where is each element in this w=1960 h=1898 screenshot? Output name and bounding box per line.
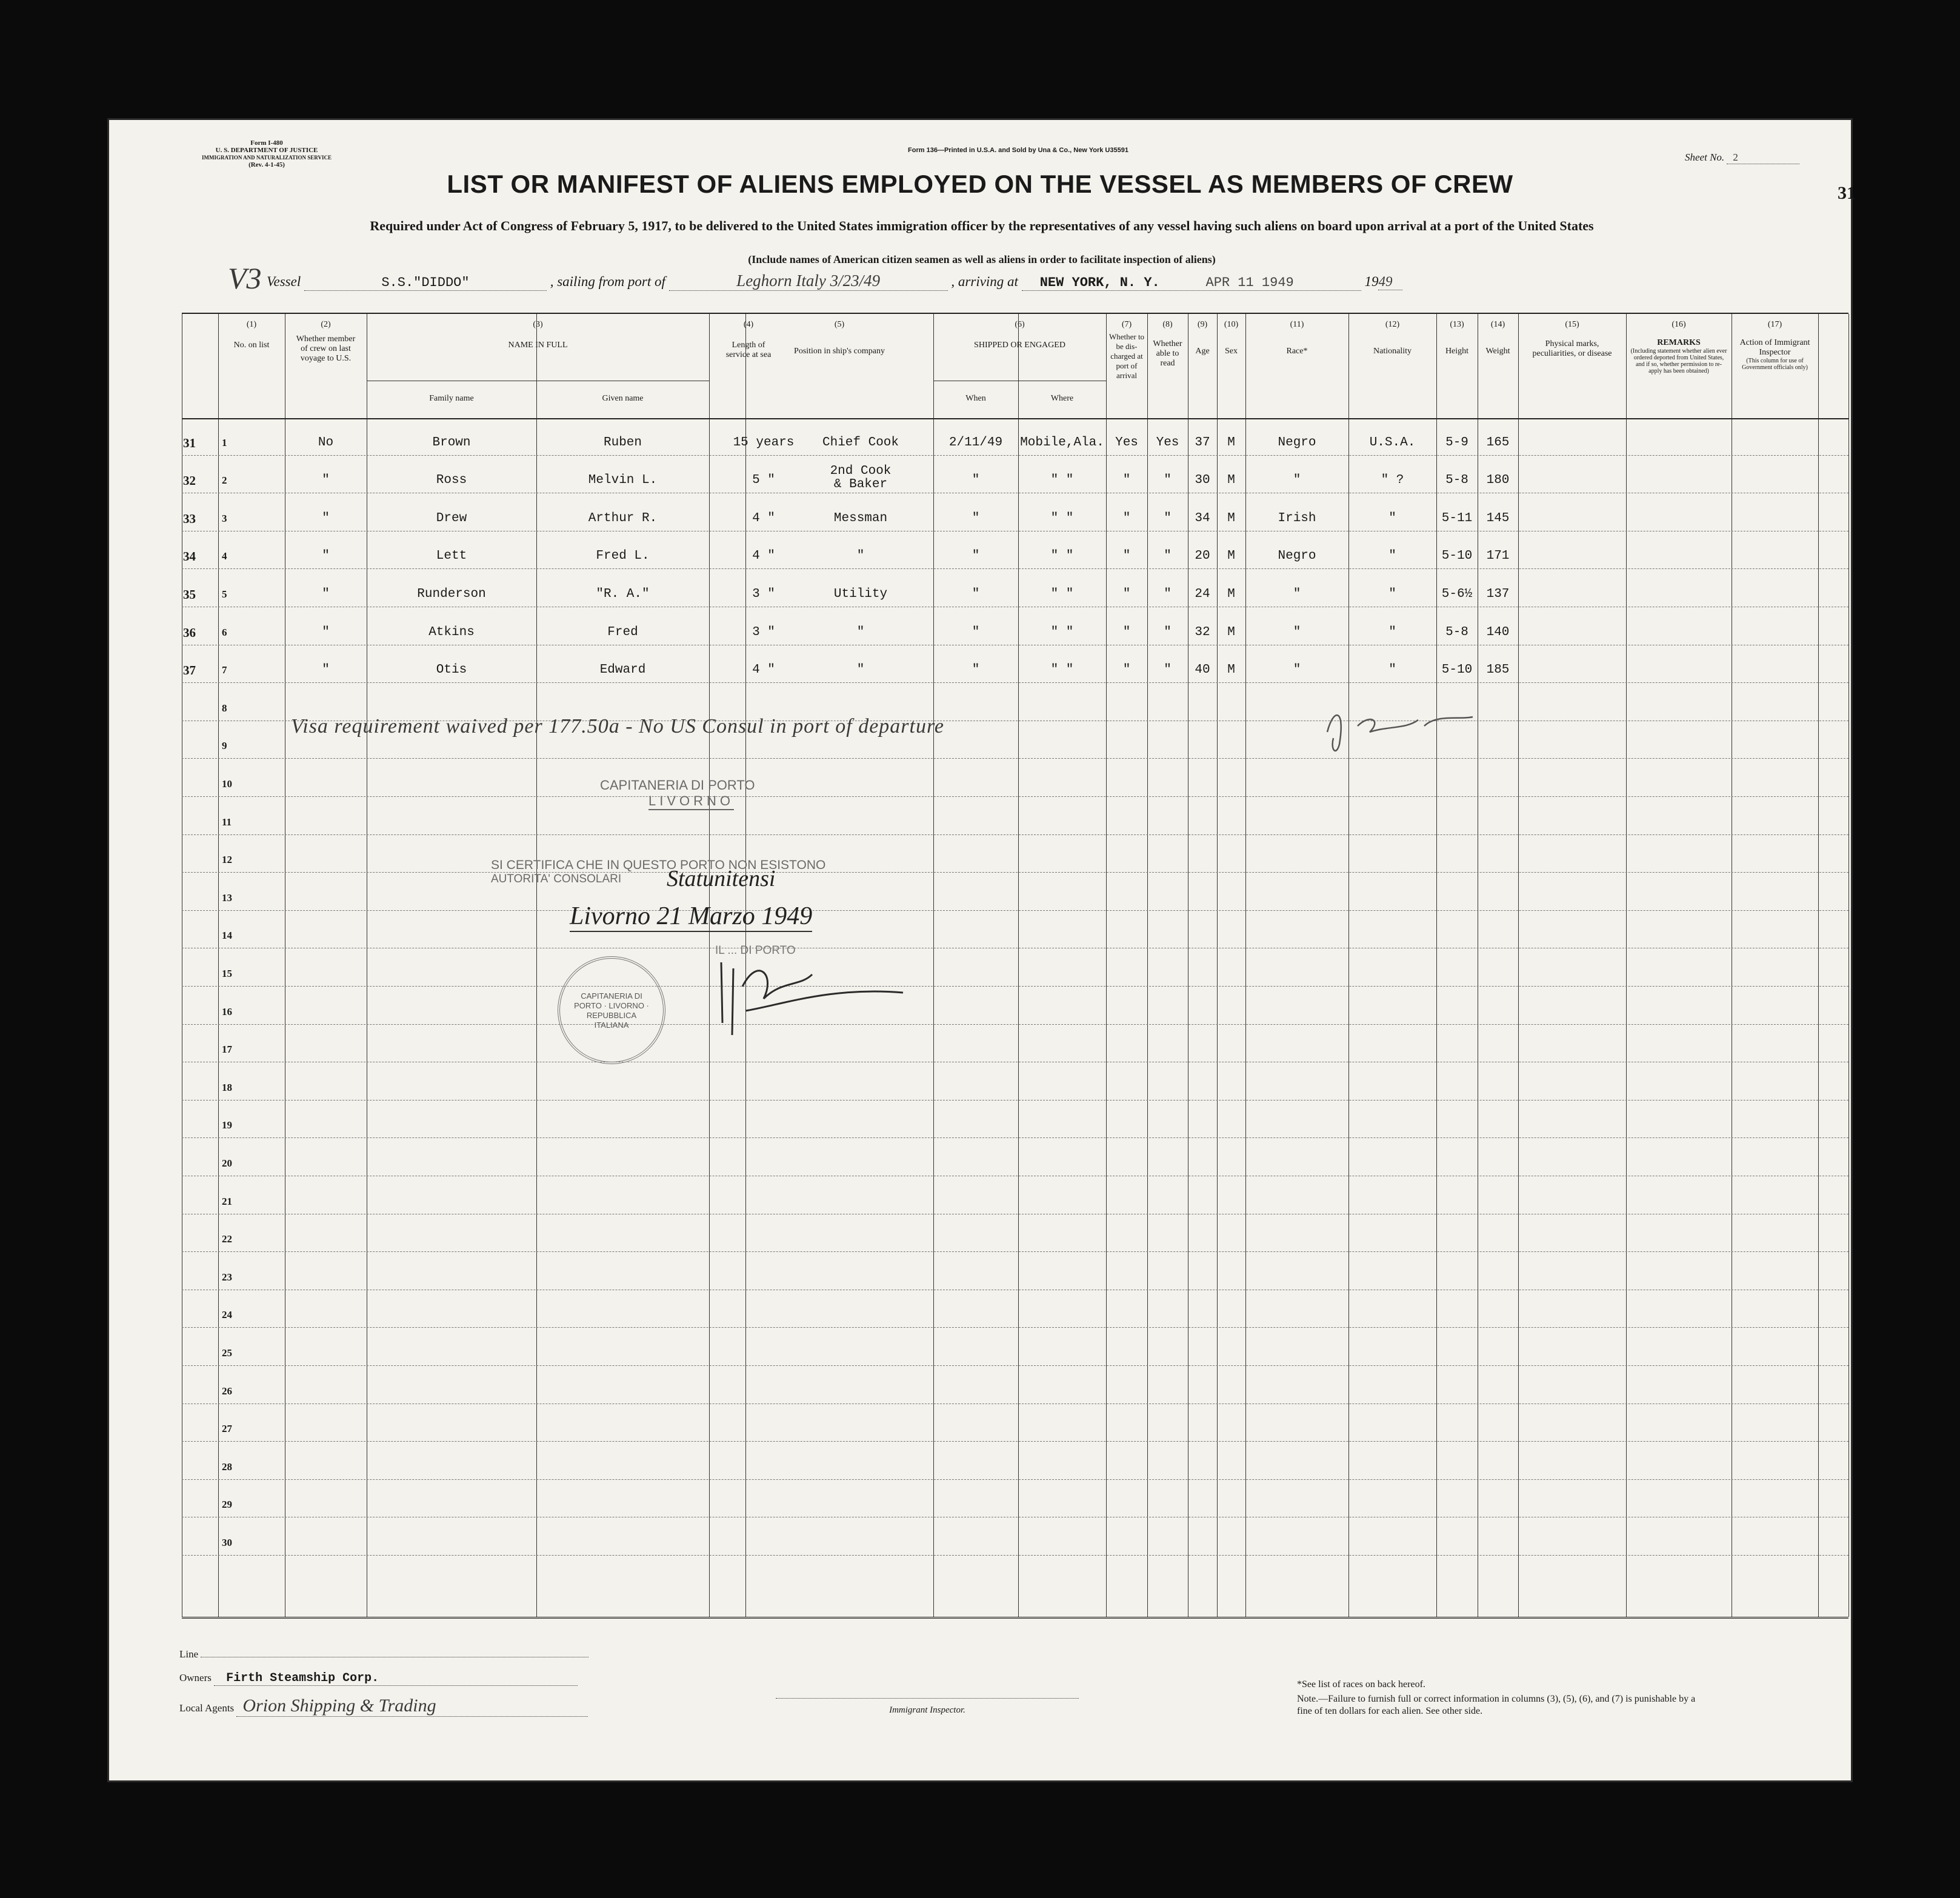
crew-race: Negro [1278,435,1316,450]
sailing-port-field [669,271,948,291]
crew-list-number: 31 [183,435,196,450]
crew-age: 32 [1195,625,1210,639]
crew-nationality: U.S.A. [1369,435,1416,450]
column-number: (10) [1224,320,1239,329]
column-label: Position in ship's company [794,347,885,356]
row-number: 17 [222,1044,232,1056]
crew-weight: 145 [1486,511,1510,525]
crew-table [182,313,1848,1619]
crew-position: Utility [833,587,888,601]
inspector-label: Immigrant Inspector. [889,1705,965,1715]
crew-when: " [972,625,980,639]
crew-read: " [1164,473,1172,488]
sheet-number [1685,152,1799,164]
column-header-read [1147,320,1188,368]
owners-label: Owners [179,1672,212,1683]
line-label: Line [179,1648,199,1660]
crew-discharged: " [1122,473,1131,488]
manifest-sheet [109,120,1856,1780]
row-number: 10 [222,778,232,790]
table-row-line [182,1479,1848,1480]
column-header-1 [218,320,285,350]
crew-list-number: 34 [183,549,196,564]
crew-read: " [1164,587,1172,601]
table-row-line [182,1365,1848,1366]
crew-family: Lett [436,549,467,564]
crew-when: " [972,473,980,488]
sailing-port-value: Leghorn Italy 3/23/49 [736,271,881,290]
crew-family: Brown [432,435,471,450]
crew-where: " " [1050,511,1074,525]
crew-sex: M [1227,435,1235,450]
crew-nationality: " [1388,625,1396,639]
crew-position: Messman [833,511,888,525]
inspector-signature-row [776,1690,1079,1716]
sheet-number-label: Sheet No. [1685,152,1725,163]
initials-stroke [1327,715,1473,751]
seal-text: CAPITANERIA DI PORTO · LIVORNO · REPUBBLICA ITALIANA [574,991,649,1030]
vessel-label: Vessel [267,274,301,289]
footer-agents-row [179,1696,588,1717]
crew-age: 34 [1195,511,1210,525]
year-value: 49 [1378,274,1402,290]
column-note: (This column for use of Government officials only) [1742,358,1808,371]
local-agents-value: Orion Shipping & Trading [242,1696,436,1716]
table-row-line [182,1024,1848,1025]
local-agents-label: Local Agents [179,1702,235,1714]
table-row-line [182,1100,1848,1101]
official-signature [709,950,915,1041]
column-number: (6) [1015,320,1025,329]
table-row-line [182,455,1848,456]
crew-position: " [856,663,865,678]
table-row-line [182,758,1848,759]
crew-family: Runderson [417,587,486,601]
vessel-name-field [304,274,547,291]
crew-when: " [972,549,980,564]
crew-nationality: " [1388,587,1396,601]
crew-discharged: Yes [1115,435,1138,450]
row-number: 15 [222,968,232,979]
arriving-port-value: NEW YORK, N. Y. [1039,275,1160,290]
row-number: 29 [222,1499,232,1511]
crew-height: 5-9 [1445,435,1468,450]
crew-given: Fred [607,625,638,639]
crew-list-number: 33 [183,511,196,526]
row-number: 23 [222,1271,232,1283]
crew-race: " [1293,663,1301,678]
department-block [188,139,345,168]
row-number: 12 [222,854,232,866]
crew-family: Atkins [428,625,475,639]
crew-weight: 165 [1486,435,1510,450]
page-number: 31 [1838,183,1856,203]
table-row-line [182,834,1848,835]
column-number: (14) [1490,320,1505,329]
row-number: 13 [222,891,232,904]
crew-weight: 140 [1486,625,1510,639]
crew-family: Otis [436,663,467,678]
crew-discharged: " [1122,587,1131,601]
arrival-date-stamp: APR 11 1949 [1205,275,1294,290]
column-header-shipped [933,320,1106,350]
column-label: NAME IN FULL [508,341,568,350]
family-name-header: Family name [429,394,474,403]
column-number: (9) [1197,320,1208,329]
owners-value: Firth Steamship Corp. [226,1671,379,1685]
crew-position: " [856,625,865,639]
stamp-line-7: IL ... DI PORTO [715,944,796,957]
column-header-physical [1518,320,1626,359]
column-number: (2) [321,320,331,329]
column-label: Weight [1485,347,1510,356]
owners-field [214,1671,578,1686]
crew-given: Ruben [603,435,642,450]
crew-age: 30 [1195,473,1210,488]
vessel-name: S.S."DIDDO" [381,275,470,290]
column-number: (15) [1565,320,1579,329]
given-name-header: Given name [602,394,644,403]
stamp-line-2: LIVORNO [648,793,734,810]
column-number: (4) [743,320,754,329]
row-number: 22 [222,1233,232,1245]
crew-read: " [1164,549,1172,564]
footer-owners-row [179,1671,578,1686]
row-number: 28 [222,1460,232,1473]
crew-discharged: " [1122,549,1131,564]
crew-service: 4 " [752,511,775,525]
crew-sex: M [1227,511,1235,525]
column-label: SHIPPED OR ENGAGED [974,341,1065,350]
table-row-line [182,872,1848,873]
column-header-height [1436,320,1478,356]
column-label: Length of service at sea [725,341,772,359]
column-label: Physical marks, peculiarities, or disease [1532,339,1612,358]
crew-position: 2nd Cook & Baker [830,464,892,492]
crew-sex: M [1227,663,1235,678]
table-row-line [182,1441,1848,1442]
certification-stamp [491,858,825,886]
column-label: Nationality [1373,347,1412,356]
shipped-when-header: When [965,394,986,403]
column-note: (Including statement whether alien ever ordered deported from United States, and if so, whether permission to re-apply has been obtained) [1630,348,1727,375]
column-number: (11) [1290,320,1304,329]
column-label: Sex [1225,347,1238,356]
column-number: (13) [1450,320,1464,329]
note-text: Failure to furnish full or correct information in columns (3), (5), (6), and (7) is punishable by a fine of ten dollars for each alien. See other side. [1297,1694,1696,1716]
visa-waiver-note: Visa requirement waived per 177.50a - No US Consul in port of departure [291,715,945,738]
crew-given: Melvin L. [588,473,658,488]
column-header-discharged [1106,320,1147,381]
row-number: 21 [222,1195,232,1207]
crew-height: 5-8 [1445,625,1468,639]
crew-race: Irish [1278,511,1316,525]
table-row-line [182,1137,1848,1138]
crew-nationality: " ? [1381,473,1404,488]
crew-service: 15 years [733,435,795,450]
crew-race: " [1293,587,1301,601]
crew-where: " " [1050,473,1074,488]
stamp-line-3: SI CERTIFICA CHE IN QUESTO PORTO NON ESISTONO [491,858,826,872]
crew-nationality: " [1388,663,1396,678]
crew-read: " [1164,663,1172,678]
inspector-signature-field [776,1694,1079,1699]
column-number: (3) [533,320,543,329]
crew-where: " " [1050,549,1074,564]
column-label: Whether member of crew on last voyage to U.S. [296,335,356,363]
column-label: Height [1445,347,1469,356]
service-name: IMMIGRATION AND NATURALIZATION SERVICE [202,155,332,161]
column-number: (12) [1385,320,1400,329]
crew-race: " [1293,625,1301,639]
crew-last-voyage: " [322,625,330,639]
stamp-line-1: CAPITANERIA DI PORTO [600,778,755,793]
vessel-mark: V3 [228,261,262,295]
arriving-port-field [1022,274,1361,291]
crew-height: 5-11 [1441,511,1473,525]
column-header-weight [1478,320,1518,356]
crew-list-number: 36 [183,625,196,640]
row-number: 9 [222,740,227,752]
row-number: 14 [222,930,232,942]
row-number: 5 [222,588,227,600]
row-number: 2 [222,474,227,487]
crew-nationality: " [1388,511,1396,525]
table-row-line [182,910,1848,911]
crew-height: 5-6½ [1441,587,1473,601]
crew-sex: M [1227,625,1235,639]
crew-where: Mobile,Ala. [1020,435,1104,450]
crew-last-voyage: " [322,663,330,678]
row-number: 6 [222,626,227,638]
crew-age: 20 [1195,549,1210,564]
crew-where: " " [1050,663,1074,678]
crew-when: " [972,663,980,678]
crew-when: " [972,587,980,601]
races-note: *See list of races on back hereof. [1297,1679,1425,1690]
crew-height: 5-8 [1445,473,1468,488]
crew-discharged: " [1122,625,1131,639]
note-label: Note.— [1297,1694,1328,1704]
table-row-line [182,568,1848,569]
page-subtitle: Required under Act of Congress of February 5, 1917, to be delivered to the United States immigration officer by the representatives of any vessel having such aliens on board upon arrival at a port of the United States [370,218,1594,233]
crew-weight: 185 [1486,663,1510,678]
crew-sex: M [1227,587,1235,601]
department-name: U. S. DEPARTMENT OF JUSTICE [215,147,318,154]
column-label: No. on list [233,341,270,350]
row-number: 18 [222,1081,232,1093]
crew-service: 3 " [752,587,775,601]
crew-service: 5 " [752,473,775,488]
crew-list-number: 32 [183,473,196,488]
column-number: (17) [1767,320,1782,329]
printer-line: Form 136—Printed in U.S.A. and Sold by Una & Co., New York U35591 [908,147,1128,154]
stamp-line-5: Statunitensi [667,866,776,891]
local-agents-field [236,1696,588,1717]
page-subtitle-note: (Include names of American citizen seamen as well as aliens in order to facilitate inspection of aliens) [748,253,1216,265]
table-row-line [182,796,1848,797]
year-prefix: 19 [1364,274,1379,289]
row-number: 25 [222,1347,232,1359]
crew-service: 3 " [752,625,775,639]
column-header-nationality [1348,320,1436,356]
crew-discharged: " [1122,511,1131,525]
crew-position: Chief Cook [822,435,899,450]
footer-line-row [179,1648,588,1660]
table-row-line [182,986,1848,987]
form-number: Form I-480 [250,139,283,147]
column-label: Action of Immigrant Inspector [1739,338,1810,357]
column-header-race [1245,320,1348,356]
crew-weight: 171 [1486,549,1510,564]
crew-weight: 180 [1486,473,1510,488]
row-number: 19 [222,1119,232,1131]
row-number: 4 [222,550,227,562]
column-label: Race* [1286,347,1308,356]
table-row-line [182,1555,1848,1556]
column-header-remarks [1626,320,1732,375]
sailing-label: , sailing from port of [550,274,665,289]
crew-service: 4 " [752,549,775,564]
penalty-note [1297,1693,1697,1717]
vessel-line [267,271,1402,291]
column-header-sex [1217,320,1245,356]
table-row-line [182,1251,1848,1252]
row-number: 1 [222,436,227,448]
crew-position: " [856,549,865,564]
column-number: (5) [834,320,845,329]
crew-height: 5-10 [1441,549,1473,564]
crew-given: Fred L. [596,549,650,564]
inspector-initials [1321,702,1479,756]
row-number: 26 [222,1385,232,1397]
row-number: 20 [222,1157,232,1169]
crew-race: " [1293,473,1301,488]
form-revision: (Rev. 4-1-45) [248,161,285,168]
column-label: REMARKS [1657,338,1701,347]
column-header-length-of-service [709,320,788,360]
row-number: 8 [222,702,227,714]
crew-given: "R. A." [596,587,650,601]
stamp-line-4: AUTORITA' CONSOLARI [491,873,622,885]
arriving-label: , arriving at [951,274,1018,289]
crew-given: Edward [599,663,646,678]
crew-height: 5-10 [1441,663,1473,678]
crew-age: 24 [1195,587,1210,601]
row-number: 3 [222,512,227,524]
table-row-line [182,682,1848,683]
sheet-number-value: 2 [1727,152,1799,164]
crew-family: Ross [436,473,467,488]
crew-last-voyage: " [322,587,330,601]
crew-where: " " [1050,625,1074,639]
crew-last-voyage: " [322,473,330,488]
row-number: 27 [222,1423,232,1435]
crew-service: 4 " [752,663,775,678]
crew-list-number: 35 [183,587,196,602]
crew-discharged: " [1122,663,1131,678]
row-number: 7 [222,664,227,676]
crew-race: Negro [1278,549,1316,564]
table-row-line [182,1327,1848,1328]
page-title: LIST OR MANIFEST OF ALIENS EMPLOYED ON THE VESSEL AS MEMBERS OF CREW [447,170,1513,198]
column-number: (8) [1162,320,1173,329]
stamp-line-6: Livorno 21 Marzo 1949 [570,902,812,932]
crew-family: Drew [436,511,467,525]
column-header-age [1188,320,1217,356]
crew-last-voyage: " [322,549,330,564]
official-seal [558,956,665,1064]
crew-age: 37 [1195,435,1210,450]
column-header-2 [285,320,367,364]
signature-stroke [721,962,903,1035]
crew-nationality: " [1388,549,1396,564]
shipped-where-header: Where [1050,394,1074,403]
crew-when: " [972,511,980,525]
crew-list-number: 37 [183,663,196,678]
row-number: 30 [222,1537,232,1548]
crew-read: " [1164,625,1172,639]
column-label: Whether to be dis-charged at port of arrival [1108,332,1145,380]
column-header-action [1732,320,1818,371]
column-label: Whether able to read [1153,339,1182,368]
crew-when: 2/11/49 [948,435,1003,450]
crew-weight: 137 [1486,587,1510,601]
column-number: (16) [1672,320,1686,329]
crew-last-voyage: " [322,511,330,525]
crew-sex: M [1227,473,1235,488]
row-number: 11 [222,816,232,828]
crew-read: Yes [1156,435,1179,450]
crew-age: 40 [1195,663,1210,678]
crew-where: " " [1050,587,1074,601]
port-stamp [576,778,755,810]
column-number: (7) [1121,320,1132,329]
crew-given: Arthur R. [588,511,658,525]
crew-sex: M [1227,549,1235,564]
crew-last-voyage: No [318,435,334,450]
column-header-3 [367,320,709,350]
crew-read: " [1164,511,1172,525]
column-number: (1) [246,320,257,329]
row-number: 24 [222,1309,232,1321]
column-label: Age [1195,347,1210,356]
row-number: 16 [222,1005,232,1017]
